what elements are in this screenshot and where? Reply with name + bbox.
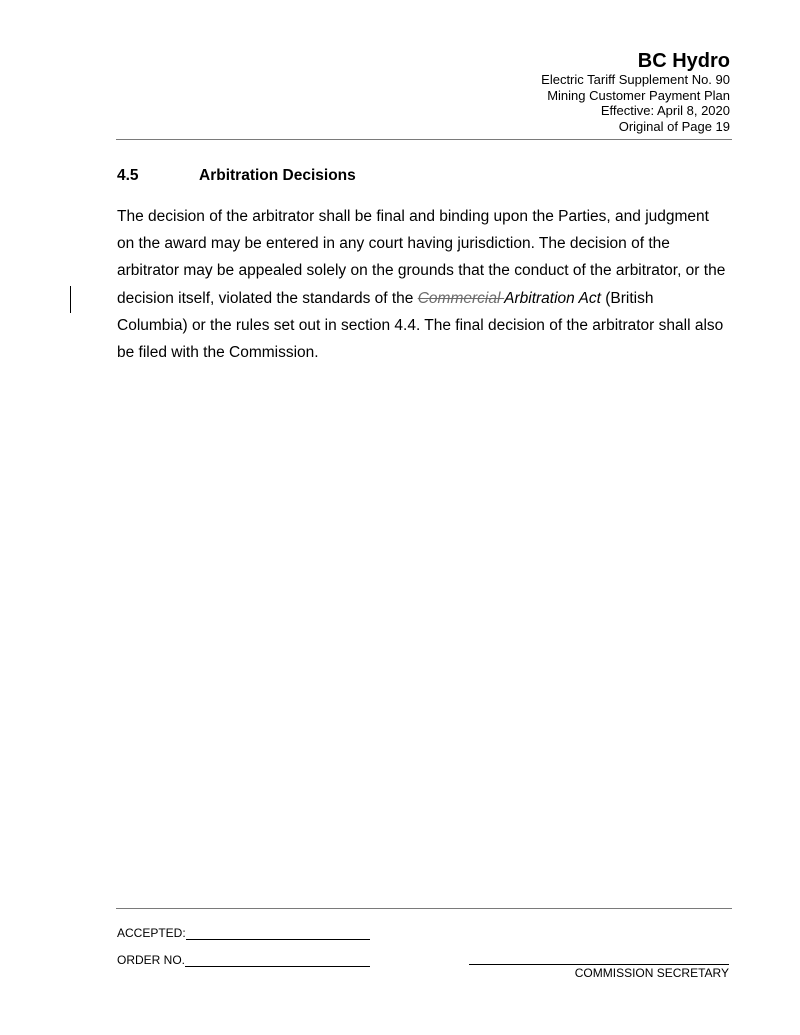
body-paragraph: [117, 203, 727, 366]
page-header: [541, 50, 730, 134]
plan-name-line: Mining Customer Payment Plan: [547, 87, 730, 103]
act-name: Arbitration Act: [504, 289, 601, 307]
revision-change-bar: [70, 286, 71, 313]
order-number-field: [117, 953, 370, 967]
accepted-label: ACCEPTED:: [117, 926, 186, 940]
order-number-label: ORDER NO.: [117, 953, 186, 967]
struck-text: Commercial: [417, 289, 505, 307]
section-heading: [117, 167, 356, 185]
footer-divider: [116, 908, 732, 909]
tariff-supplement-line: Electric Tariff Supplement No. 90: [541, 72, 730, 87]
order-number-underline: [185, 955, 370, 967]
accepted-underline: [186, 928, 370, 940]
page-number-line: Original of Page 19: [618, 118, 730, 134]
commission-secretary-label: COMMISSION SECRETARY: [574, 966, 729, 980]
header-divider: [116, 139, 732, 140]
paragraph-text-start: The decision of the arbitrator shall be final and binding upon the Parties, and judgment on the award may be entered in any court having jurisdiction. The decision of the arbitrator may be appealed solely on the grounds that the conduct of the arbitrator, or the decision itself, violated the standards of the: [117, 208, 726, 307]
signature-line: [469, 964, 729, 965]
section-title: Arbitration Decisions: [199, 167, 356, 184]
accepted-field: [117, 926, 370, 940]
company-name: BC Hydro: [637, 50, 730, 72]
paragraph-text-end: (British Columbia) or the rules set out in section 4.4. The final decision of the arbitrator shall also be filed with the Commission.: [117, 289, 724, 362]
section-number: 4.5: [117, 167, 139, 184]
effective-date-line: Effective: April 8, 2020: [600, 103, 730, 118]
